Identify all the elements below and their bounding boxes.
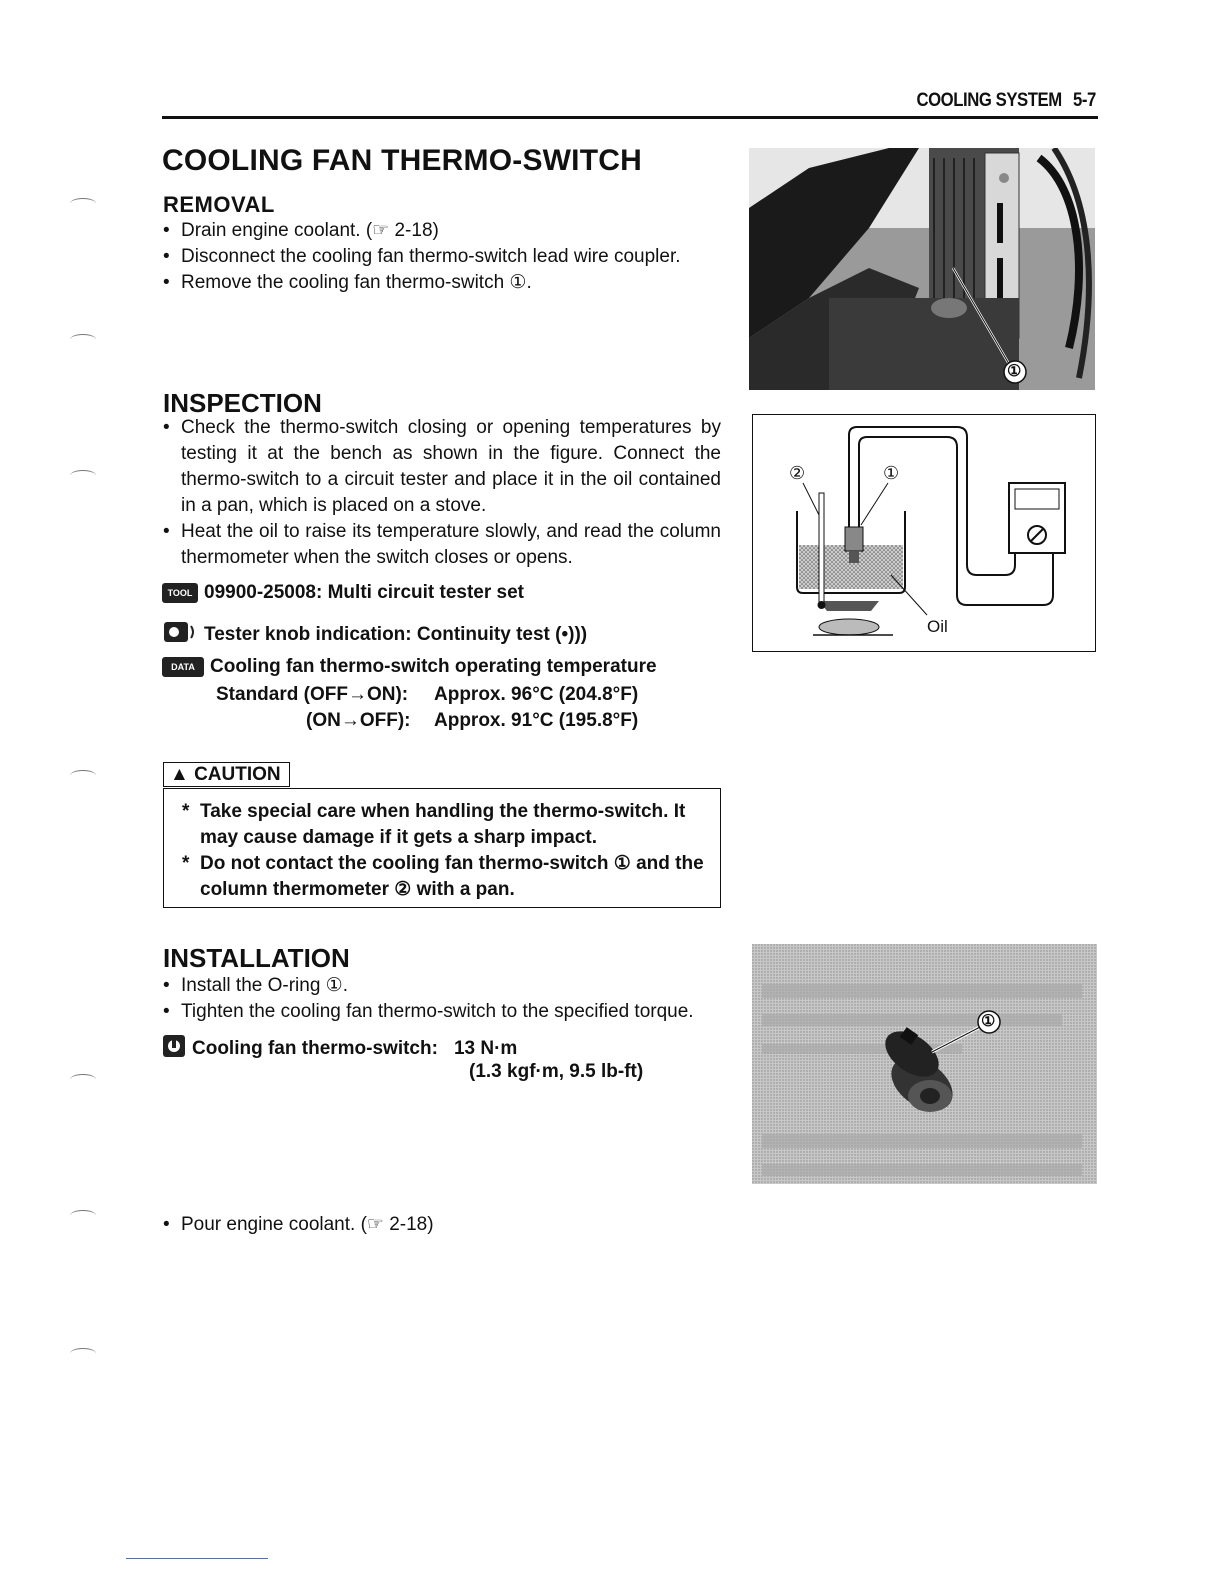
callout-1: ①: [883, 463, 900, 483]
data-line: [162, 656, 657, 678]
test-diagram: [752, 414, 1096, 652]
callout-1: ①: [981, 1013, 996, 1030]
caution-item: * Take special care when handling the thermo-switch. It may cause damage if it gets a sharp impact.: [178, 799, 706, 851]
margin-mark: [70, 1074, 96, 1085]
final-steps: [163, 1212, 723, 1238]
margin-mark: [70, 1210, 96, 1221]
removal-steps: [163, 218, 723, 296]
header-rule: [162, 116, 1098, 119]
tester-line: [162, 620, 587, 650]
caution-box: [163, 788, 721, 908]
tester-knob-icon: [162, 620, 198, 650]
caution-item: * Do not contact the cooling fan thermo-switch ① and the column thermometer ② with a pan.: [178, 851, 706, 903]
list-item: • Remove the cooling fan thermo-switch ①.: [163, 270, 723, 296]
radiator-photo-image: [749, 148, 1095, 390]
page-header: [917, 90, 1096, 112]
torque-value: 13 N·m: [453, 1038, 518, 1059]
thermo-switch-photo: [752, 944, 1097, 1184]
section-title: COOLING SYSTEM: [916, 90, 1062, 111]
margin-mark: [70, 1348, 96, 1359]
torque-wrench-icon: [162, 1034, 186, 1064]
caution-tag: ▲ CAUTION: [163, 762, 290, 787]
data-heading: Cooling fan thermo-switch operating temperature: [210, 656, 657, 677]
tool-line: [162, 582, 524, 604]
removal-heading: REMOVAL: [163, 192, 275, 217]
torque-label: Cooling fan thermo-switch:: [192, 1038, 438, 1059]
margin-mark: [70, 334, 96, 345]
tool-icon: TOOL: [162, 583, 198, 603]
std-value: Approx. 96°C (204.8°F): [434, 684, 639, 705]
page-title: COOLING FAN THERMO-SWITCH: [162, 144, 642, 177]
margin-mark: [70, 470, 96, 481]
list-item: • Heat the oil to raise its temperature slowly, and read the column thermometer when the switch closes or opens.: [163, 519, 721, 571]
callout-1: ①: [1007, 363, 1022, 380]
inspection-steps: [163, 415, 721, 571]
list-item: • Disconnect the cooling fan thermo-switch lead wire coupler.: [163, 244, 723, 270]
thermo-switch-photo-image: [752, 944, 1097, 1184]
tool-text: 09900-25008: Multi circuit tester set: [204, 582, 524, 603]
margin-mark: [70, 198, 96, 209]
list-item: • Pour engine coolant. (☞ 2-18): [163, 1212, 723, 1238]
list-item: • Tighten the cooling fan thermo-switch to the specified torque.: [163, 999, 733, 1025]
std-label: Standard (OFF→ON):: [216, 684, 409, 705]
data-icon: DATA: [162, 657, 204, 677]
off-label: (ON→OFF):: [306, 710, 411, 731]
margin-mark: [70, 770, 96, 781]
installation-steps: [163, 973, 733, 1025]
list-item: • Check the thermo-switch closing or opening temperatures by testing it at the bench as shown in the figure. Connect the thermo-switch to a circuit tester and place it in the oil contained in a pan, which is placed on a stove.: [163, 415, 721, 519]
tester-text: Tester knob indication: Continuity test (•))): [204, 624, 588, 645]
oil-label: Oil: [927, 617, 948, 636]
callout-2: ②: [789, 463, 806, 483]
page-number: 5-7: [1073, 90, 1096, 111]
torque-value-alt: (1.3 kgf·m, 9.5 lb-ft): [469, 1061, 644, 1082]
off-value: Approx. 91°C (195.8°F): [434, 710, 639, 731]
torque-line: [162, 1034, 517, 1064]
test-diagram-drawing: [753, 415, 1095, 651]
list-item: • Drain engine coolant. (☞ 2-18): [163, 218, 723, 244]
inspection-heading: INSPECTION: [163, 388, 322, 418]
list-item: • Install the O-ring ①.: [163, 973, 733, 999]
radiator-photo: [749, 148, 1095, 390]
footer-line: [126, 1558, 268, 1559]
installation-heading: INSTALLATION: [163, 943, 350, 973]
